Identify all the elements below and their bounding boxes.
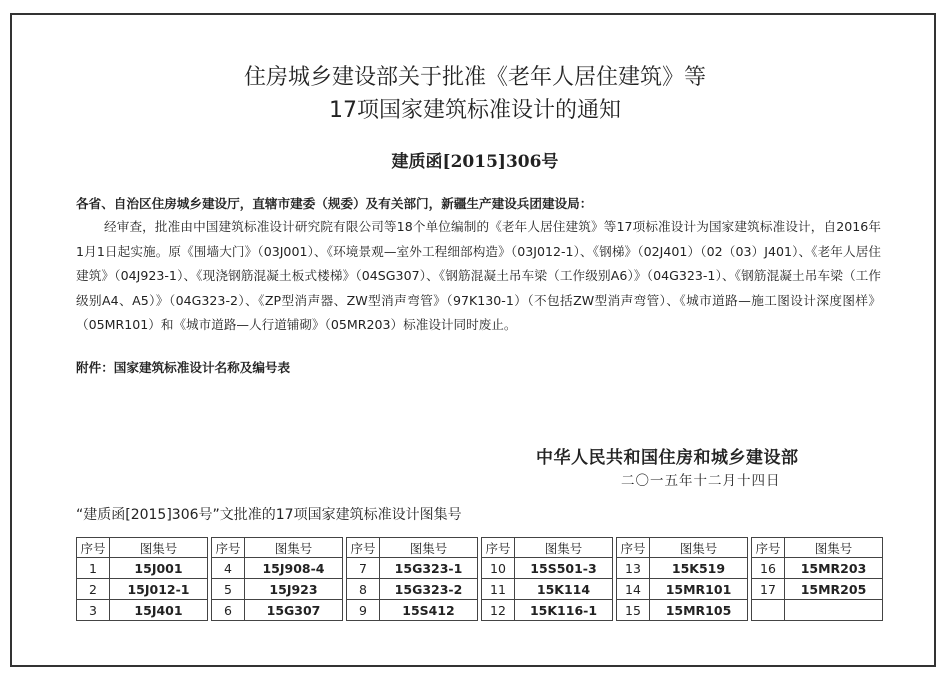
code-cell: 15J401 bbox=[110, 600, 208, 621]
seq-cell: 15 bbox=[617, 600, 650, 621]
seq-cell: 10 bbox=[482, 558, 515, 579]
code-cell: 15K519 bbox=[650, 558, 748, 579]
seq-cell: 12 bbox=[482, 600, 515, 621]
seq-cell: 16 bbox=[752, 558, 785, 579]
attachment-note: 附件：国家建筑标准设计名称及编号表 bbox=[76, 360, 291, 375]
table-row bbox=[77, 579, 883, 600]
code-cell: 15S501-3 bbox=[515, 558, 613, 579]
seq-cell: 2 bbox=[77, 579, 110, 600]
seq-cell: 13 bbox=[617, 558, 650, 579]
header-code: 图集号 bbox=[650, 538, 748, 558]
header-seq: 序号 bbox=[752, 538, 785, 558]
table-row bbox=[77, 558, 883, 579]
seq-cell: 14 bbox=[617, 579, 650, 600]
seq-cell: 8 bbox=[347, 579, 380, 600]
notice-title-line1: 住房城乡建设部关于批准《老年人居住建筑》等 bbox=[243, 65, 706, 90]
code-cell: 15MR101 bbox=[650, 579, 748, 600]
seq-cell: 9 bbox=[347, 600, 380, 621]
code-cell: 15J012-1 bbox=[110, 579, 208, 600]
seq-cell: 1 bbox=[77, 558, 110, 579]
code-cell: 15MR205 bbox=[785, 579, 883, 600]
code-cell bbox=[785, 600, 883, 621]
seq-cell: 5 bbox=[212, 579, 245, 600]
addressees: 各省、自治区住房城乡建设厅，直辖市建委（规委）及有关部门，新疆生产建设兵团建设局： bbox=[76, 196, 593, 211]
seq-cell: 6 bbox=[212, 600, 245, 621]
header-code: 图集号 bbox=[245, 538, 343, 558]
header-seq: 序号 bbox=[212, 538, 245, 558]
table-header-row bbox=[77, 538, 883, 558]
seq-cell: 7 bbox=[347, 558, 380, 579]
notice-title-line2: 17项国家建筑标准设计的通知 bbox=[329, 98, 621, 123]
code-cell: 15J908-4 bbox=[245, 558, 343, 579]
code-cell: 15MR203 bbox=[785, 558, 883, 579]
seq-cell: 3 bbox=[77, 600, 110, 621]
header-seq: 序号 bbox=[347, 538, 380, 558]
table-row bbox=[77, 600, 883, 621]
atlas-number-table bbox=[76, 537, 883, 621]
code-cell: 15J923 bbox=[245, 579, 343, 600]
header-code: 图集号 bbox=[380, 538, 478, 558]
code-cell: 15G323-1 bbox=[380, 558, 478, 579]
header-seq: 序号 bbox=[482, 538, 515, 558]
table-caption: “建质函[2015]306号”文批准的17项国家建筑标准设计图集号 bbox=[76, 507, 462, 523]
seq-cell: 4 bbox=[212, 558, 245, 579]
notice-body: 经审查，批准由中国建筑标准设计研究院有限公司等18个单位编制的《老年人居住建筑》等17项标准设计为国家建筑标准设计，自2016年1月1日起实施。原《围墙大门》（03J001）、《环境景观—室外工程细部构造》（03J012-1）、《钢梯》（02J401）（02（03）J401）、《老年人居住建筑》（04J923-1）、《现浇钢筋混凝土板式楼梯》（04SG307）、《钢筋混凝土吊车梁（工作级别A6）》（04G323-1）、《钢筋混凝土吊车梁（工作级别A4、A5）》（04G323-2）、《ZP型消声器、ZW型消声弯管》（97K130-1）（不包括ZW型消声弯管）、《城市道路—施工图设计深度图样》（05MR101）和《城市道路—人行道铺砌》（05MR203）标准设计同时废止。 bbox=[76, 219, 881, 332]
seq-cell: 11 bbox=[482, 579, 515, 600]
header-code: 图集号 bbox=[515, 538, 613, 558]
header-seq: 序号 bbox=[77, 538, 110, 558]
code-cell: 15G323-2 bbox=[380, 579, 478, 600]
issue-date: 二〇一五年十二月十四日 bbox=[621, 473, 781, 489]
document-number: 建质函[2015]306号 bbox=[391, 152, 559, 172]
header-seq: 序号 bbox=[617, 538, 650, 558]
issuing-organization: 中华人民共和国住房和城乡建设部 bbox=[536, 448, 799, 468]
header-code: 图集号 bbox=[785, 538, 883, 558]
header-code: 图集号 bbox=[110, 538, 208, 558]
code-cell: 15G307 bbox=[245, 600, 343, 621]
seq-cell bbox=[752, 600, 785, 621]
code-cell: 15K114 bbox=[515, 579, 613, 600]
code-cell: 15S412 bbox=[380, 600, 478, 621]
seq-cell: 17 bbox=[752, 579, 785, 600]
code-cell: 15K116-1 bbox=[515, 600, 613, 621]
code-cell: 15MR105 bbox=[650, 600, 748, 621]
code-cell: 15J001 bbox=[110, 558, 208, 579]
